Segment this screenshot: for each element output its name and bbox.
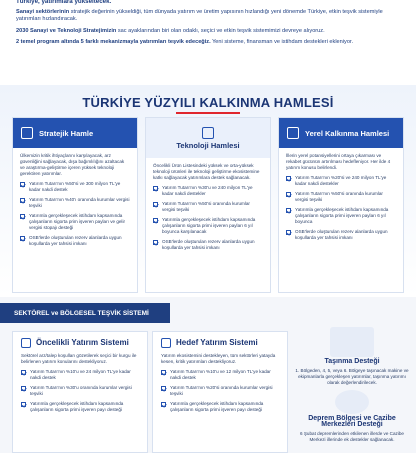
pillar-description: İllerin yerel potansiyellerini ortaya çıkarması ve rekabet gücünün artırılması hedefleniyor. Her ilde 4 yatırım konusu belirlendi.: [286, 153, 391, 170]
list-item: Yatırım Tutarı'nın %20'si ve 240 milyon TL'ye kadar nakdi destekler: [286, 175, 396, 187]
intro-paragraph-3: 2 temel program altında 5 farklı mekanizmayla yatırımları teşvik edeceğiz. Yeni sisteme, finansman ve istihdam destekleri ekleniyor.: [16, 38, 354, 45]
chess-rook-icon: [21, 127, 33, 139]
list-item: Yatırım Tutarı'nın %10'u ve 24 milyon TL'ye kadar nakdi destek: [21, 369, 139, 381]
checkbox-icon: [286, 176, 291, 181]
list-item: Yatırımla gerçekleşecek istihdam kapsamında çalışanların sigorta prim işveren payları ve gelir vergisi stopajı desteği: [20, 213, 130, 231]
list-item: OSB'lerde oluşturulan rezerv alanlarda uygun koşullarda yer tahsisi imkanı: [20, 235, 130, 247]
checkbox-icon: [153, 218, 158, 223]
list-item: Yatırımla gerçekleşecek istihdam kapsamında çalışanların sigorta primi işveren payları 6 yıl boyunca karşılanacak: [153, 217, 263, 235]
hero-section: [0, 85, 416, 297]
pillar-title: Yerel Kalkınma Hamlesi: [305, 128, 390, 138]
pillar-header: [279, 118, 403, 148]
list-item: Yatırım Tutarı'nın %50'si oranında kurumlar vergisi teşviki: [153, 201, 263, 213]
checkbox-icon: [153, 202, 158, 207]
checkbox-icon: [21, 402, 26, 407]
checkbox-icon: [286, 230, 291, 235]
list-item: Yatırım Tutarı'nın %50'si ve 300 milyon TL'ye kadar nakdi destek: [20, 181, 130, 193]
checkbox-icon: [20, 182, 25, 187]
checkbox-icon: [286, 192, 291, 197]
pillar-description: Öncelikli Ürün Listesindeki yüksek ve orta-yüksek teknoloji ürünleri ile teknoloji geliştirme ekosistemine katkı sağlayacak yatırımlara destek sağlanacak.: [153, 163, 260, 180]
side-title-deprem: Deprem Bölgesi ve Cazibe Merkezleri Desteği: [308, 415, 396, 428]
pillar-header: [146, 118, 270, 158]
checkbox-icon: [286, 208, 291, 213]
pillar-header: [13, 118, 137, 148]
side-title-tasinma: Taşınma Desteği: [324, 358, 380, 365]
checkbox-icon: [161, 386, 166, 391]
pillar-title: Stratejik Hamle: [39, 128, 94, 138]
list-item: OSB'lerde oluşturulan rezerv alanlarda uygun koşullarda yer tahsisi imkanı: [286, 229, 396, 241]
checkbox-icon: [153, 186, 158, 191]
intro-section: [0, 0, 416, 85]
checkbox-icon: [153, 240, 158, 245]
hero-underline: [176, 112, 240, 114]
checkbox-icon: [20, 236, 25, 241]
intro-paragraph-2: 2030 Sanayi ve Teknoloji Stratejimizin sac ayaklarından biri olan odaklı, seçici ve etkin teşvik sistemimizi devreye alıyoruz.: [16, 27, 325, 34]
checkbox-icon: [21, 370, 26, 375]
card-oncelikli-yatirim: [12, 331, 148, 453]
sector-tag: SEKTÖREL ve BÖLGESEL TEŞVİK SİSTEMİ: [0, 303, 170, 323]
globe-icon: [335, 390, 369, 414]
side-supports: [292, 327, 412, 453]
target-icon: [21, 338, 31, 348]
list-item: Yatırımla gerçekleşecek istihdam kapsamında çalışanların sigorta primi işveren payı desteği: [21, 401, 139, 413]
card-title: Hedef Yatırım Sistemi: [161, 338, 279, 348]
checkbox-icon: [21, 386, 26, 391]
card-hedef-yatirim: [152, 331, 288, 453]
checkbox-icon: [20, 214, 25, 219]
list-item: Yatırımla gerçekleşecek istihdam kapsamında çalışanların sigorta primi işveren payı desteği: [161, 401, 279, 413]
list-item: Yatırım Tutarı'nın %40'ı oranında kurumlar vergisi teşviki: [20, 197, 130, 209]
list-item: Yatırım Tutarı'nın %30'u ve 240 milyon TL'ye kadar nakdi destekler: [153, 185, 263, 197]
list-item: Yatırımla gerçekleşecek istihdam kapsamında çalışanların sigorta primi işveren payları 6 yıl boyunca: [286, 207, 396, 225]
list-item: Yatırım Tutarı'nın %30'u oranında kurumlar vergisi teşviki: [21, 385, 139, 397]
pillar-description: Ülkemizin kritik ihtiyaçlarını karşılayacak, arz güvenliğini sağlayacak, dışa bağımlılığını azaltacak ve araştırma-geliştirme içeren yüksek teknoloji gerektiren yatırımlar.: [20, 153, 125, 176]
bullseye-icon: [161, 338, 171, 348]
list-item: OSB'lerde oluşturulan rezerv alanlarda uygun koşullarda yer tahsisi imkanı: [153, 239, 263, 251]
checkbox-icon: [20, 198, 25, 203]
list-item: Yatırım Tutarı'nın %50'si oranında kurumlar vergisi teşviki: [286, 191, 396, 203]
sector-section: [0, 297, 416, 453]
molecule-icon: [202, 127, 214, 139]
pillar-teknoloji-hamlesi: [145, 117, 271, 293]
pillar-stratejik-hamle: [12, 117, 138, 293]
checkbox-icon: [161, 370, 166, 375]
card-title: Öncelikli Yatırım Sistemi: [21, 338, 139, 348]
hero-title: TÜRKİYE YÜZYILI KALKINMA HAMLESİ: [82, 95, 334, 110]
map-pin-icon: [287, 127, 299, 139]
truck-icon: [330, 327, 374, 357]
side-text-deprem: 6 Şubat depremlerinden etkilenen illerde ve Cazibe Merkezi illerinde ek destekler sağlanacak.: [300, 431, 404, 442]
intro-top-line: Türkiye, yatırımlara yükseltecek.: [16, 0, 112, 5]
card-description: Sektörel arz/talep koşulları gözetilerek seçici bir kurgu ile belirlenen yatırım konularını destekliyoruz.: [21, 353, 137, 364]
checkbox-icon: [161, 402, 166, 407]
pillar-yerel-kalkinma: [278, 117, 404, 293]
card-description: Yatırım ekosistemini destekleyen, tüm sektörleri yatayda kesen, kritik yatırımları destekliyoruz.: [161, 353, 276, 364]
list-item: Yatırım Tutarı'nın %10'u ve 12 milyon TL'ye kadar nakdi destek: [161, 369, 279, 381]
pillar-title: Teknoloji Hamlesi: [176, 140, 240, 150]
list-item: Yatırım Tutarı'nın %20'si oranında kurumlar vergisi teşviki: [161, 385, 279, 397]
intro-paragraph-1: Sanayi sektörlerinin stratejik değerinin yükseldiği, tüm dünyada yatırım ve üretim yapısının hızlandığı yeni dönemde Türkiye, etkin teşvik sistemiyle yatırımları hızlandıracak.: [16, 9, 383, 23]
side-text-tasinma: 1. Bölgeden, 4, 5, veya 6. Bölgeye taşınacak makine ve ekipmanlarla gerçekleşen yatırımlar, taşınma yatırımı olarak değerlendirilecek.: [295, 368, 409, 385]
